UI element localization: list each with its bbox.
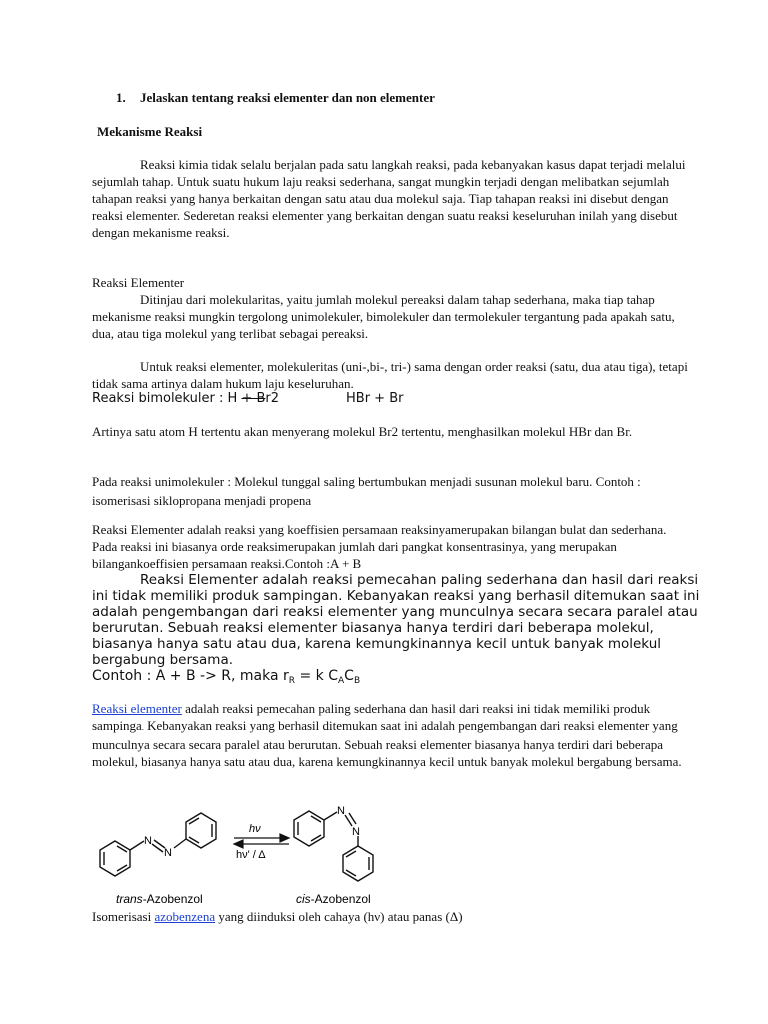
rate-prefix: Contoh : A + B -> R, maka r xyxy=(92,668,289,684)
rate-mid: = k C xyxy=(295,668,338,684)
bimolecular-label: Reaksi bimolekuler : H xyxy=(92,391,242,406)
rate-sub-r: R xyxy=(288,676,296,686)
paragraph-unimolecular: Pada reaksi unimolekuler : Molekul tunggal saling bertumbukan menjadi susunan molekul baru. Contoh : isomerisasi siklopropana menjadi propena xyxy=(92,474,641,508)
paragraph-order: Untuk reaksi elementer, molekuleritas (uni-,bi-, tri-) sama dengan order reaksi (satu, dua atau tiga), tetapi tidak sama artinya dalam hukum laju keseluruhan. xyxy=(92,359,688,391)
question-number: 1. xyxy=(116,90,126,105)
bimolecular-struck: + B xyxy=(241,391,266,406)
intro-paragraph: Reaksi kimia tidak selalu berjalan pada satu langkah reaksi, pada kebanyakan kasus dapat terjadi melalui sejumlah tahap. Untuk suatu hukum laju reaksi sederhana, sangat mungkin terjadi dengan melibatkan sejumlah tahapan reaksi yang hanya berkaitan dengan satu atau dua molekul saja. Tiap tahapan reaksi ini disebut dengan reaksi elementer. Sederetan reaksi elementer yang berkaitan dengan suatu reaksi keseluruhan inilah yang disebut dengan mekanisme reaksi. xyxy=(92,157,686,240)
paragraph-molecularity: Ditinjau dari molekularitas, yaitu jumlah molekul pereaksi dalam tahap sederhana, maka tiap tahap mekanisme reaksi mungkin tergolong unimolekuler, bimolekuler dan termolekuler tergantung pada apakah satu, dua, atau tiga molekul yang terlibat sebagai pereaksi. xyxy=(92,292,675,341)
paragraph-link-rest: adalah reaksi pemecahan paling sederhana dan hasil dari reaksi ini tidak memiliki produk sampinga xyxy=(92,701,651,733)
cis-azobenzene-structure xyxy=(294,811,373,881)
caption-prefix: Isomerisasi xyxy=(92,909,155,924)
paragraph-sans: Reaksi Elementer adalah reaksi pemecahan paling sederhana dan hasil dari reaksi ini tidak memiliki produk sampingan. Kebanyakan reaksi yang berhasil ditemukan saat ini adalah pengembangan dari reaksi elementer yang munculnya secara secara paralel atau berurutan. Sebuah reaksi elementer biasanya hanya terdiri dari beberapa molekul, biasanya hanya satu atau dua, karena kemungkinannya kecil untuk banyak molekul bergabung bersama. xyxy=(92,572,700,668)
figure-caption xyxy=(92,908,463,925)
subheading-reaksi-elementer: Reaksi Elementer xyxy=(92,275,185,290)
paragraph-definition: Reaksi Elementer adalah reaksi yang koeffisien persamaan reaksinyamerupakan bilangan bulat dan sederhana. Pada reaksi ini biasanya orde reaksimerupakan jumlah dari pangkat konsentrasinya, yang merupakan bilangankoeffisien persamaan reaksi.Contoh :A + B xyxy=(92,522,667,571)
trans-n-atom-1: N xyxy=(144,835,152,847)
rate-example xyxy=(92,668,360,690)
trans-azobenzene-structure xyxy=(100,813,216,876)
paragraph-meaning: Artinya satu atom H tertentu akan menyerang molekul Br2 tertentu, menghasilkan molekul HBr dan Br. xyxy=(92,424,633,439)
cis-n-atom-1: N xyxy=(337,805,345,817)
equilibrium-arrows xyxy=(234,834,289,848)
link-azobenzena[interactable]: azobenzena xyxy=(154,909,216,924)
arrow-label-bottom: hν' / Δ xyxy=(236,849,266,861)
rate-sub-b: B xyxy=(353,676,361,686)
section-title: Mekanisme Reaksi xyxy=(97,124,203,139)
azobenzene-figure xyxy=(86,796,406,910)
rate-sub-a: A xyxy=(337,676,345,686)
link-reaksi-elementer[interactable]: Reaksi elementer xyxy=(92,701,182,716)
paragraph-link-tail: Kebanyakan reaksi yang berhasil ditemukan saat ini adalah pengembangan dari reaksi elementer yang munculnya secara secara paralel atau berurutan. Sebuah reaksi elementer biasanya hanya terdiri dari beberapa molekul, biasanya hanya satu atau dua, karena kemungkinannya kecil untuk banyak molekul bergabung bersama. xyxy=(92,718,682,769)
bimolecular-rest: r2 xyxy=(265,391,280,406)
paragraph-link: Reaksi elementer adalah reaksi pemecahan paling sederhana dan hasil dari reaksi ini tidak memiliki produk sampinga. Kebanyakan reaksi yang berhasil ditemukan saat ini adalah pengembangan dari reaksi elementer yang munculnya secara secara paralel atau berurutan. Sebuah reaksi elementer biasanya hanya terdiri dari beberapa molekul, biasanya hanya satu atau dua, karena kemungkinannya kecil untuk banyak molekul bergabung bersama. xyxy=(92,701,682,769)
question-heading: Jelaskan tentang reaksi elementer dan non elementer xyxy=(140,90,435,105)
caption-suffix: yang diinduksi oleh cahaya (hν) atau panas (Δ) xyxy=(215,909,463,924)
bimolecular-products: HBr + Br xyxy=(346,391,404,406)
rate-c2: C xyxy=(344,668,354,684)
bimolecular-example xyxy=(92,390,279,407)
trans-n-atom-2: N xyxy=(164,847,172,859)
arrow-label-top: hν xyxy=(249,823,261,835)
cis-n-atom-2: N xyxy=(352,826,360,838)
trans-label: trans-Azobenzol xyxy=(116,892,203,906)
cis-label: cis-Azobenzol xyxy=(296,892,371,906)
